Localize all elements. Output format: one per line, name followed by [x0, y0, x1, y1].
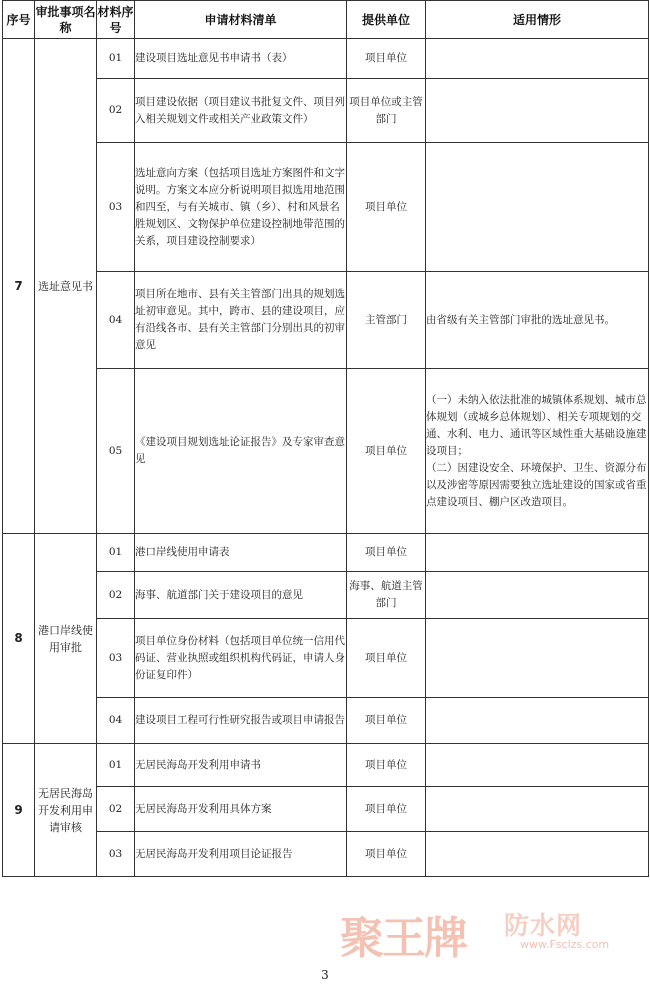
table-row — [3, 272, 649, 369]
table-row — [3, 572, 649, 619]
material-desc: 项目建设依据（项目建议书批复文件、项目列入相关规划文件或相关产业政策文件） — [135, 79, 347, 143]
material-desc: 项目所在地市、县有关主管部门出具的规划选址初审意见。其中，跨市、县的建设项目，应有沿线各市、县有关主管部门分别出具的初审意见 — [135, 272, 347, 369]
group-seq: 8 — [3, 534, 35, 744]
material-no: 02 — [97, 572, 135, 619]
header-seq: 序号 — [3, 1, 35, 39]
group-seq: 9 — [3, 744, 35, 877]
material-no: 04 — [97, 272, 135, 369]
table-row — [3, 744, 649, 787]
material-desc: 港口岸线使用申请表 — [135, 534, 347, 572]
group-name: 港口岸线使用审批 — [35, 534, 97, 744]
table-row — [3, 143, 649, 272]
material-no: 01 — [97, 534, 135, 572]
condition — [426, 39, 649, 79]
provider: 项目单位 — [347, 369, 426, 534]
header-list: 申请材料清单 — [135, 1, 347, 39]
materials-table — [2, 0, 649, 877]
material-desc: 无居民海岛开发利用申请书 — [135, 744, 347, 787]
condition — [426, 534, 649, 572]
provider: 项目单位 — [347, 744, 426, 787]
table-row — [3, 534, 649, 572]
provider: 项目单位 — [347, 619, 426, 698]
table-row — [3, 832, 649, 877]
table-row — [3, 619, 649, 698]
table-row — [3, 79, 649, 143]
group-name: 无居民海岛开发利用申请审核 — [35, 744, 97, 877]
table-row — [3, 787, 649, 832]
page-number: 3 — [321, 968, 329, 982]
material-no: 04 — [97, 698, 135, 744]
header-mat-seq: 材料序号 — [97, 1, 135, 39]
material-desc: 项目单位身份材料（包括项目单位统一信用代码证、营业执照或组织机构代码证，申请人身份证复印件） — [135, 619, 347, 698]
table-row — [3, 698, 649, 744]
provider: 主管部门 — [347, 272, 426, 369]
material-desc: 选址意向方案（包括项目选址方案图件和文字说明。方案文本应分析说明项目拟选用地范围和四至，与有关城市、镇（乡）、村和风景名胜规划区、文物保护单位建设控制地带范围的关系，项目建设控制要求） — [135, 143, 347, 272]
material-no: 03 — [97, 143, 135, 272]
provider: 项目单位 — [347, 534, 426, 572]
material-no: 03 — [97, 619, 135, 698]
table-row — [3, 369, 649, 534]
condition — [426, 79, 649, 143]
condition — [426, 619, 649, 698]
provider: 项目单位 — [347, 832, 426, 877]
material-desc: 无居民海岛开发利用具体方案 — [135, 787, 347, 832]
watermark-main: 聚王牌 — [340, 913, 466, 964]
watermark-url: www.Fsclzs.com — [520, 938, 610, 951]
provider: 项目单位或主管部门 — [347, 79, 426, 143]
material-no: 02 — [97, 787, 135, 832]
material-no: 02 — [97, 79, 135, 143]
condition — [426, 744, 649, 787]
header-cond: 适用情形 — [426, 1, 649, 39]
header-row — [3, 1, 649, 39]
condition — [426, 143, 649, 272]
condition — [426, 832, 649, 877]
condition — [426, 572, 649, 619]
header-item: 审批事项名称 — [35, 1, 97, 39]
provider: 海事、航道主管部门 — [347, 572, 426, 619]
watermark-sub: 防水网 — [504, 911, 583, 940]
material-no: 01 — [97, 744, 135, 787]
material-no: 03 — [97, 832, 135, 877]
material-desc: 《建设项目规划选址论证报告》及专家审查意见 — [135, 369, 347, 534]
table-row — [3, 39, 649, 79]
condition — [426, 698, 649, 744]
material-no: 05 — [97, 369, 135, 534]
provider: 项目单位 — [347, 787, 426, 832]
group-name: 选址意见书 — [35, 39, 97, 534]
watermark-logo — [340, 900, 640, 964]
condition — [426, 787, 649, 832]
material-desc: 无居民海岛开发利用项目论证报告 — [135, 832, 347, 877]
material-desc: 建设项目选址意见书申请书（表） — [135, 39, 347, 79]
condition: 由省级有关主管部门审批的选址意见书。 — [426, 272, 649, 369]
material-desc: 海事、航道部门关于建设项目的意见 — [135, 572, 347, 619]
provider: 项目单位 — [347, 698, 426, 744]
header-provider: 提供单位 — [347, 1, 426, 39]
material-no: 01 — [97, 39, 135, 79]
condition: （一）未纳入依法批准的城镇体系规划、城市总体规划（或城乡总体规划）、相关专项规划的交通、水利、电力、通讯等区域性重大基础设施建设项目； （二）因建设安全、环境保护、卫生、资源分布以及涉密等原因需要独立选址建设的国家或省重点建设项目、棚户区改造项目。 — [426, 369, 649, 534]
material-desc: 建设项目工程可行性研究报告或项目申请报告 — [135, 698, 347, 744]
provider: 项目单位 — [347, 143, 426, 272]
provider: 项目单位 — [347, 39, 426, 79]
group-seq: 7 — [3, 39, 35, 534]
